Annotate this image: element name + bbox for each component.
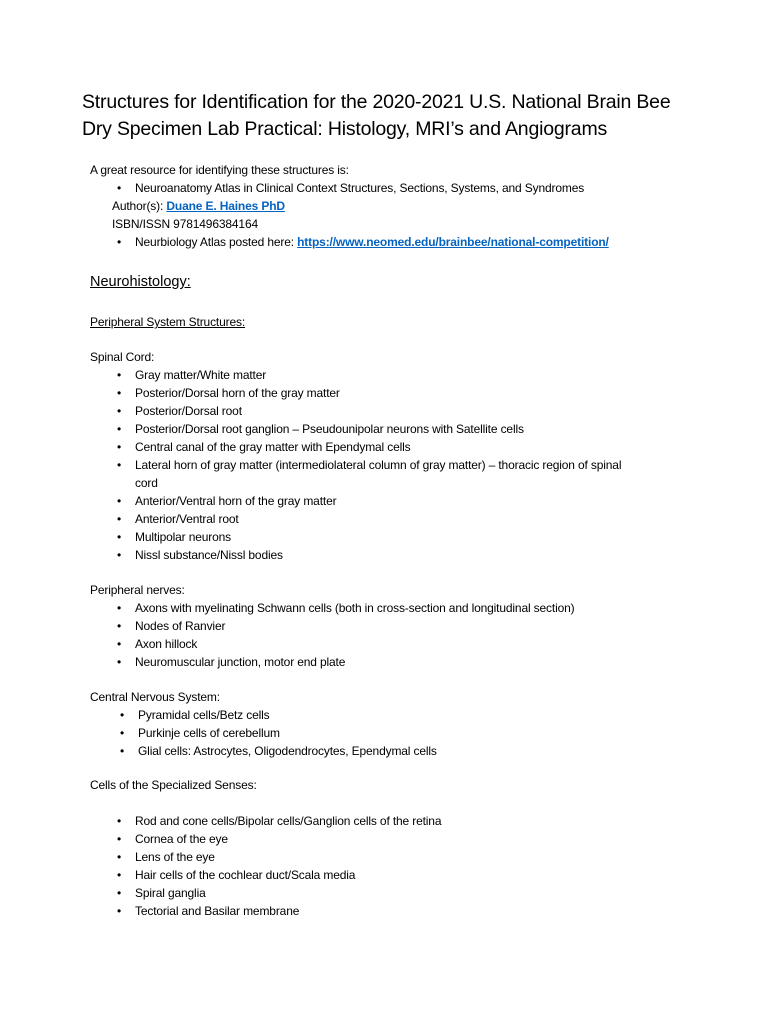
special-senses-items [90, 812, 710, 920]
peripheral-system-heading: Peripheral System Structures: [90, 315, 246, 329]
list-item-continuation: cord [135, 476, 158, 490]
resource-list [90, 179, 730, 197]
list-item [90, 366, 710, 384]
bullet-icon: • [116, 458, 122, 472]
peripheral-nerves-heading: Peripheral nerves: [90, 583, 185, 597]
special-senses-list [90, 812, 710, 920]
spinal-cord-heading: Spinal Cord: [90, 350, 155, 364]
bullet-icon: • [119, 726, 125, 740]
neurobio-link[interactable]: https://www.neomed.edu/brainbee/national-competition/ [297, 235, 609, 249]
list-item [90, 233, 730, 251]
bullet-icon: • [116, 512, 122, 526]
bullet-icon: • [116, 637, 122, 651]
list-item-text: Central canal of the gray matter with Ependymal cells [135, 440, 411, 454]
list-item-text: Multipolar neurons [135, 530, 232, 544]
list-item [90, 179, 730, 197]
bullet-icon: • [116, 494, 122, 508]
list-item [90, 384, 710, 402]
bullet-icon: • [116, 619, 122, 633]
atlas-name: Neuroanatomy Atlas in Clinical Context Structures, Sections, Systems, and Syndromes [135, 181, 585, 195]
list-item [90, 438, 710, 456]
list-item [90, 706, 710, 724]
list-item-text: Posterior/Dorsal root ganglion – Pseudounipolar neurons with Satellite cells [135, 422, 524, 436]
list-item-text: Nodes of Ranvier [135, 619, 226, 633]
bullet-icon: • [116, 386, 122, 400]
list-item [90, 866, 710, 884]
resource-intro: A great resource for identifying these structures is: [90, 163, 349, 177]
list-item [90, 653, 710, 671]
bullet-icon: • [116, 655, 122, 669]
spinal-cord-list [90, 366, 710, 564]
bullet-icon: • [116, 832, 122, 846]
list-item [90, 848, 710, 866]
list-item [90, 402, 710, 420]
bullet-icon: • [116, 904, 122, 918]
list-item [90, 742, 710, 760]
list-item-text: Nissl substance/Nissl bodies [135, 548, 283, 562]
list-item-text: Hair cells of the cochlear duct/Scala media [135, 868, 356, 882]
bullet-icon: • [116, 235, 122, 249]
title-line-2: Dry Specimen Lab Practical: Histology, MRI’s and Angiograms [82, 118, 608, 140]
list-item-text: Pyramidal cells/Betz cells [138, 708, 270, 722]
list-item-text: Spiral ganglia [135, 886, 206, 900]
list-item-text: Rod and cone cells/Bipolar cells/Ganglion cells of the retina [135, 814, 442, 828]
spinal-cord-items [90, 366, 710, 564]
document-title [82, 89, 742, 143]
cns-items [90, 706, 710, 760]
list-item [90, 528, 710, 546]
list-item-text: Lens of the eye [135, 850, 215, 864]
peripheral-nerves-items [90, 599, 710, 671]
list-item-text: Lateral horn of gray matter (intermediolateral column of gray matter) – thoracic region of spinal [135, 458, 622, 472]
list-item-text: Cornea of the eye [135, 832, 228, 846]
list-item-text: Neuromuscular junction, motor end plate [135, 655, 346, 669]
author-label: Author(s): [112, 199, 167, 213]
isbn-line: ISBN/ISSN 9781496384164 [112, 217, 258, 231]
list-item [90, 456, 710, 474]
bullet-icon: • [116, 181, 122, 195]
list-item [90, 599, 710, 617]
bullet-icon: • [116, 868, 122, 882]
neurohistology-heading: Neurohistology: [90, 274, 191, 290]
list-item [90, 884, 710, 902]
bullet-icon: • [116, 530, 122, 544]
list-item-text: Axons with myelinating Schwann cells (both in cross-section and longitudinal section) [135, 601, 575, 615]
list-item-text: Purkinje cells of cerebellum [138, 726, 280, 740]
bullet-icon: • [116, 548, 122, 562]
neurobio-label: Neurbiology Atlas posted here: [135, 235, 298, 249]
list-item [90, 812, 710, 830]
bullet-icon: • [116, 368, 122, 382]
list-item [90, 420, 710, 438]
author-link[interactable]: Duane E. Haines PhD [166, 199, 285, 213]
list-item [90, 510, 710, 528]
bullet-icon: • [116, 422, 122, 436]
bullet-icon: • [116, 404, 122, 418]
list-item [90, 635, 710, 653]
list-item-text: Anterior/Ventral root [135, 512, 239, 526]
cns-list [90, 706, 710, 760]
special-senses-heading: Cells of the Specialized Senses: [90, 778, 257, 792]
list-item-text: Gray matter/White matter [135, 368, 267, 382]
bullet-icon: • [116, 814, 122, 828]
list-item [90, 724, 710, 742]
bullet-icon: • [116, 440, 122, 454]
peripheral-nerves-list [90, 599, 710, 671]
bullet-icon: • [116, 850, 122, 864]
list-item [90, 546, 710, 564]
author-line [90, 197, 730, 215]
list-item-text: Posterior/Dorsal root [135, 404, 242, 418]
cns-heading: Central Nervous System: [90, 690, 220, 704]
list-item-text: Glial cells: Astrocytes, Oligodendrocytes, Ependymal cells [138, 744, 437, 758]
neurobio-list [90, 233, 730, 251]
title-line-1: Structures for Identification for the 2020-2021 U.S. National Brain Bee [82, 91, 671, 113]
bullet-icon: • [116, 886, 122, 900]
list-item-text: Axon hillock [135, 637, 198, 651]
list-item-text: Posterior/Dorsal horn of the gray matter [135, 386, 340, 400]
list-item-text: Tectorial and Basilar membrane [135, 904, 300, 918]
list-item [90, 902, 710, 920]
list-item-text: Anterior/Ventral horn of the gray matter [135, 494, 337, 508]
resource-block [90, 161, 730, 251]
list-item [90, 492, 710, 510]
list-item [90, 830, 710, 848]
bullet-icon: • [119, 708, 125, 722]
bullet-icon: • [116, 601, 122, 615]
list-item [90, 617, 710, 635]
bullet-icon: • [119, 744, 125, 758]
